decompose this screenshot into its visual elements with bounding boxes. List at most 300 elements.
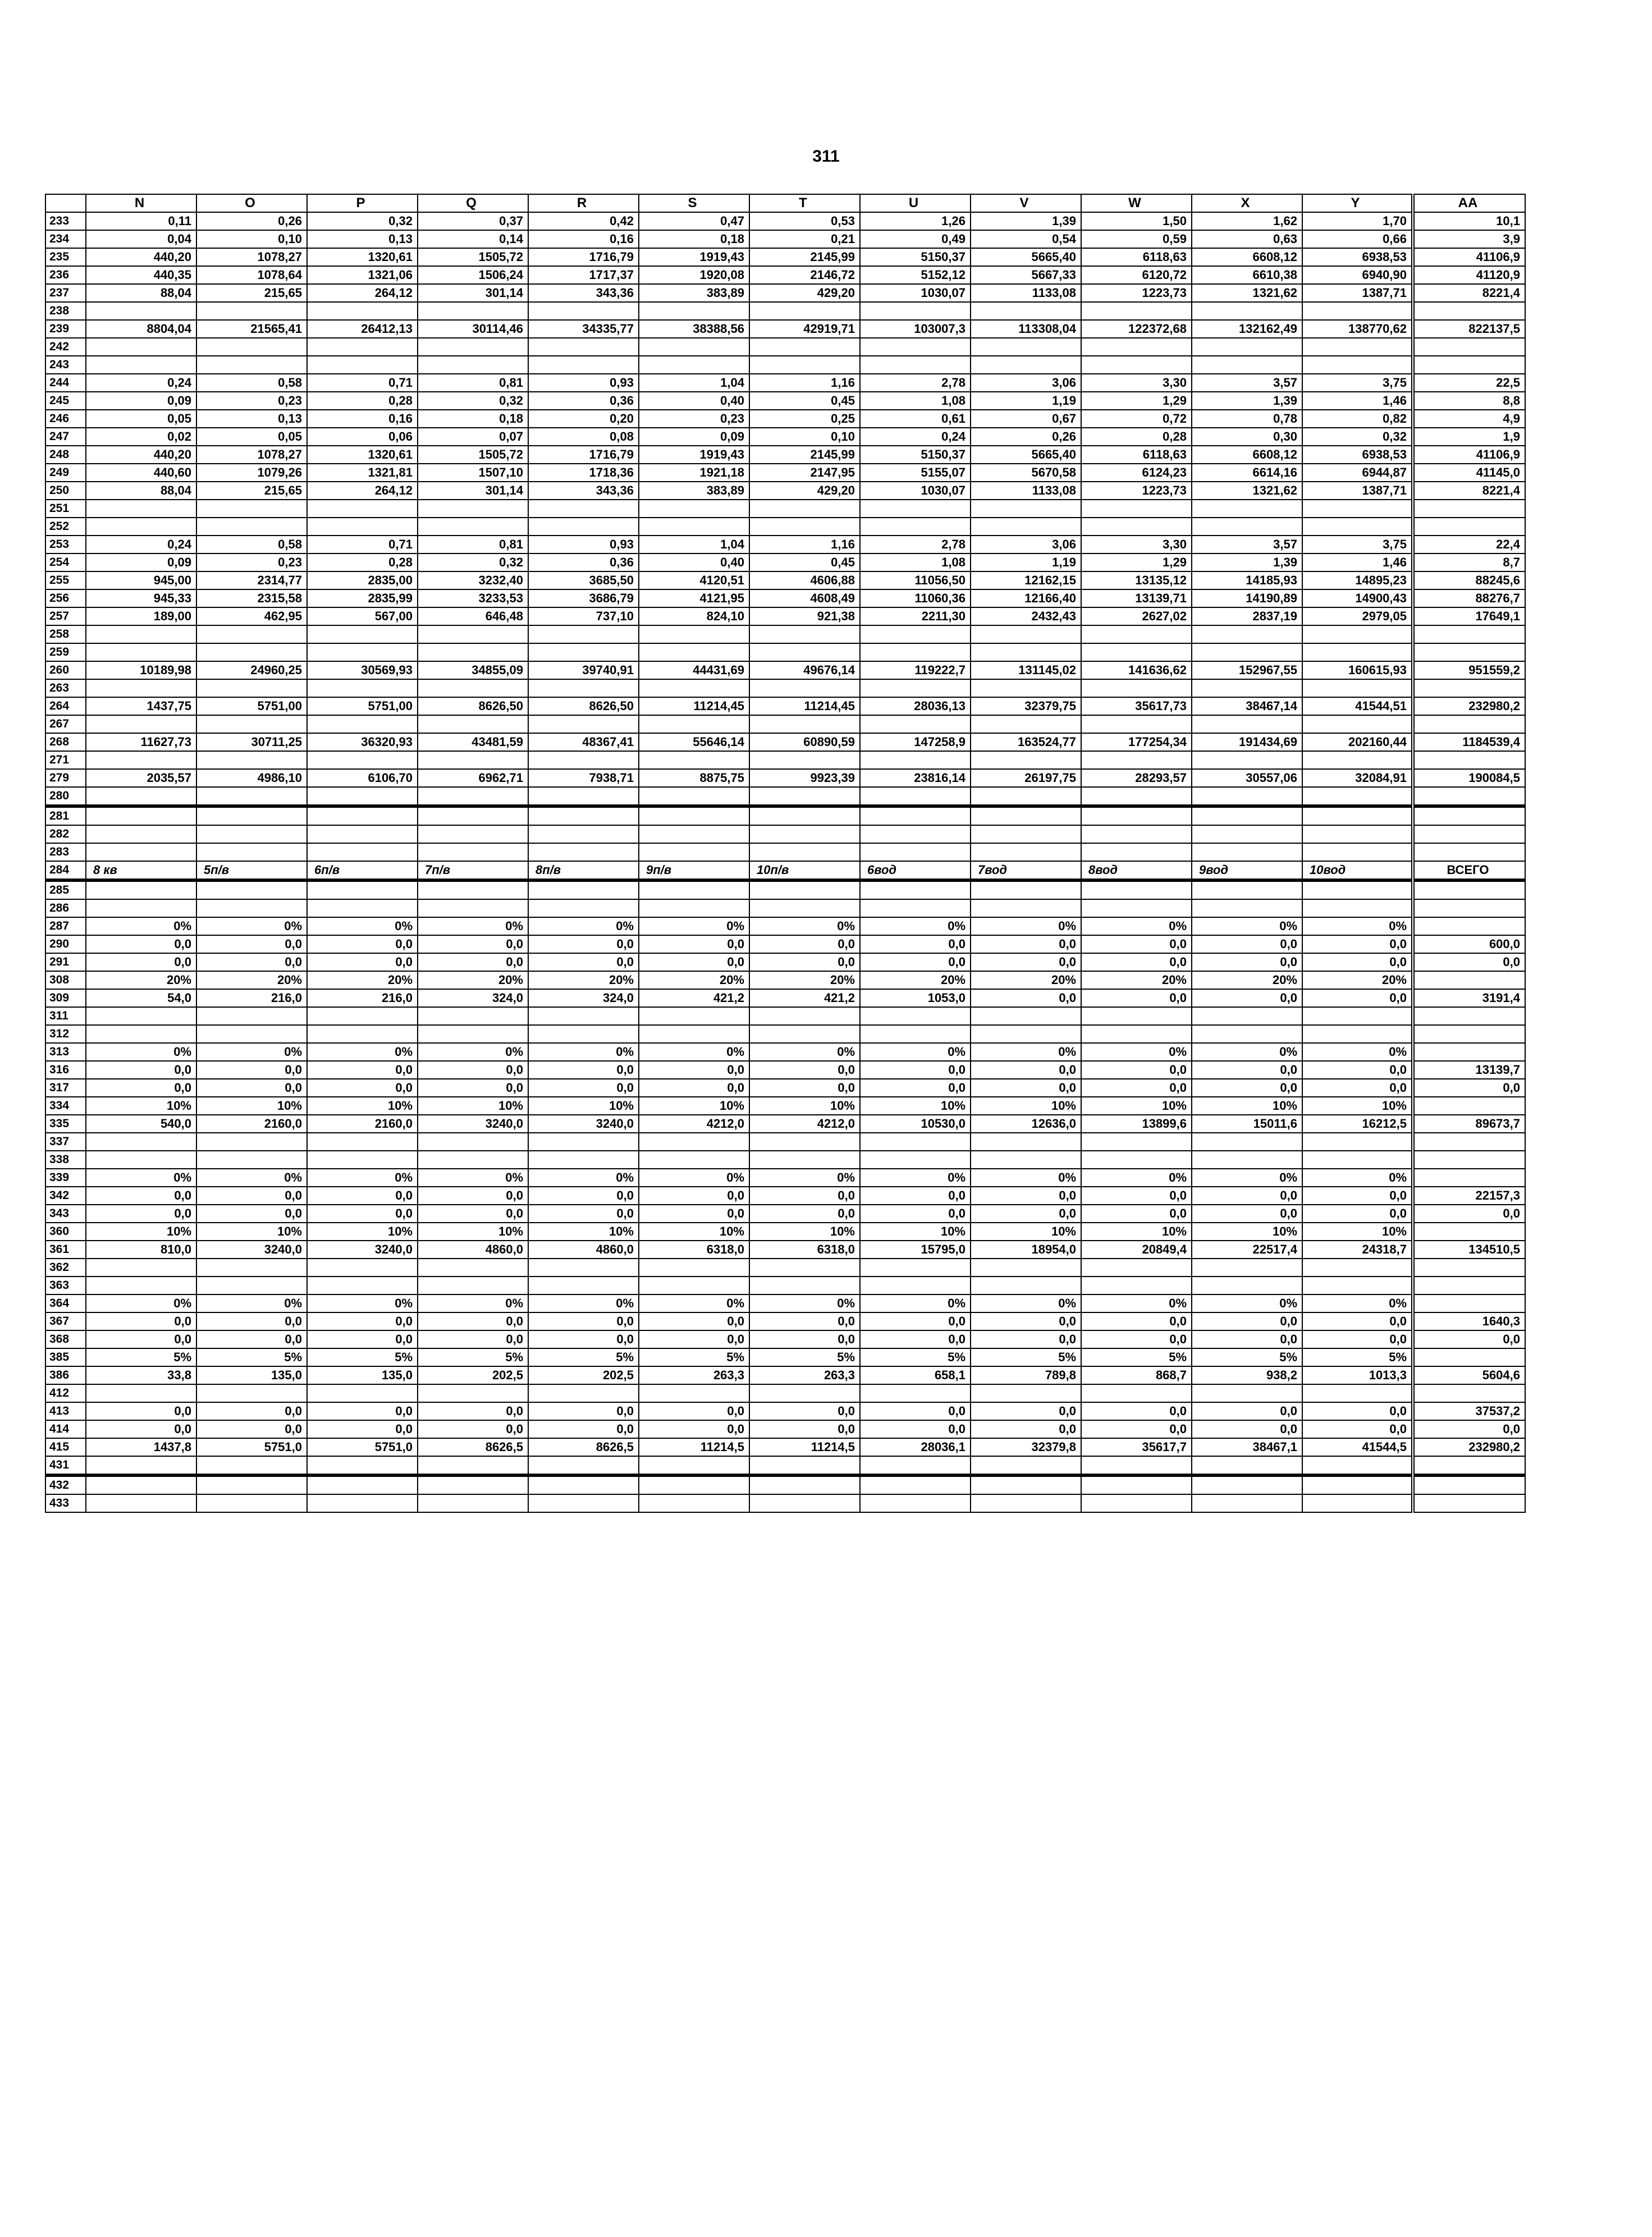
data-cell[interactable]: 440,20	[86, 248, 196, 266]
data-cell[interactable]: 1,08	[860, 553, 971, 571]
data-cell[interactable]: 16212,5	[1302, 1115, 1413, 1133]
data-cell[interactable]: 0,0	[1081, 1061, 1192, 1079]
data-cell[interactable]: 141636,62	[1081, 661, 1192, 679]
data-cell[interactable]: 216,0	[196, 989, 307, 1007]
data-cell[interactable]: 38388,56	[639, 320, 749, 338]
data-cell[interactable]: 10%	[639, 1097, 749, 1115]
data-cell[interactable]: 189,00	[86, 607, 196, 625]
data-cell[interactable]	[1302, 302, 1413, 320]
data-cell[interactable]: 0%	[1081, 917, 1192, 935]
data-cell[interactable]: 2314,77	[196, 571, 307, 589]
column-header[interactable]: V	[971, 194, 1081, 212]
data-cell[interactable]: 0,0	[1302, 989, 1413, 1007]
data-cell[interactable]	[86, 1025, 196, 1043]
data-cell[interactable]: 0,0	[1302, 1330, 1413, 1348]
data-cell[interactable]: 0,24	[860, 428, 971, 446]
data-cell[interactable]: 0,0	[1081, 1420, 1192, 1438]
data-cell[interactable]	[418, 356, 528, 374]
data-cell[interactable]	[196, 1007, 307, 1025]
data-cell[interactable]: 37537,2	[1413, 1402, 1525, 1420]
data-cell[interactable]	[1192, 643, 1302, 661]
data-cell[interactable]	[1413, 825, 1525, 843]
data-cell[interactable]: 5670,58	[971, 464, 1081, 482]
data-cell[interactable]: 1079,26	[196, 464, 307, 482]
data-cell[interactable]	[860, 1133, 971, 1151]
data-cell[interactable]	[639, 1475, 749, 1494]
data-cell[interactable]: 0,0	[307, 1187, 418, 1205]
data-cell[interactable]: 5%	[86, 1348, 196, 1366]
data-cell[interactable]: 0,45	[749, 392, 860, 410]
data-cell[interactable]	[1192, 899, 1302, 917]
data-cell[interactable]: 0,0	[196, 1312, 307, 1330]
data-cell[interactable]	[971, 625, 1081, 643]
data-cell[interactable]	[860, 1384, 971, 1402]
data-cell[interactable]: 1507,10	[418, 464, 528, 482]
data-cell[interactable]: 1,19	[971, 553, 1081, 571]
data-cell[interactable]	[639, 679, 749, 697]
data-cell[interactable]: 135,0	[307, 1366, 418, 1384]
data-cell[interactable]	[86, 1475, 196, 1494]
data-cell[interactable]: 0,0	[528, 1420, 639, 1438]
data-cell[interactable]: 0,0	[860, 953, 971, 971]
data-cell[interactable]: 0,0	[971, 1061, 1081, 1079]
data-cell[interactable]: 567,00	[307, 607, 418, 625]
data-cell[interactable]: 0,23	[196, 553, 307, 571]
data-cell[interactable]: 0,0	[971, 989, 1081, 1007]
data-cell[interactable]: 0,47	[639, 212, 749, 230]
data-cell[interactable]: 1133,08	[971, 284, 1081, 302]
data-cell[interactable]	[196, 1494, 307, 1512]
data-cell[interactable]: 5751,0	[196, 1438, 307, 1456]
data-cell[interactable]: 44431,69	[639, 661, 749, 679]
data-cell[interactable]: 1387,71	[1302, 284, 1413, 302]
data-cell[interactable]: 5155,07	[860, 464, 971, 482]
data-cell[interactable]: 1,04	[639, 374, 749, 392]
data-cell[interactable]	[418, 1475, 528, 1494]
data-cell[interactable]: 0,10	[749, 428, 860, 446]
row-number[interactable]: 257	[45, 607, 86, 625]
column-label-cell[interactable]: 8 кв	[86, 861, 196, 880]
data-cell[interactable]: 215,65	[196, 482, 307, 500]
data-cell[interactable]: 324,0	[418, 989, 528, 1007]
data-cell[interactable]	[749, 338, 860, 356]
data-cell[interactable]: 822137,5	[1413, 320, 1525, 338]
data-cell[interactable]: 0,0	[860, 935, 971, 953]
data-cell[interactable]	[1413, 880, 1525, 899]
data-cell[interactable]	[860, 880, 971, 899]
data-cell[interactable]: 0,0	[307, 1330, 418, 1348]
data-cell[interactable]	[1302, 679, 1413, 697]
data-cell[interactable]	[1192, 751, 1302, 769]
data-cell[interactable]: 4121,95	[639, 589, 749, 607]
data-cell[interactable]	[1413, 1223, 1525, 1241]
data-cell[interactable]	[1413, 518, 1525, 536]
row-number[interactable]: 362	[45, 1259, 86, 1277]
data-cell[interactable]: 0,14	[418, 230, 528, 248]
data-cell[interactable]	[639, 356, 749, 374]
data-cell[interactable]: 440,60	[86, 464, 196, 482]
data-cell[interactable]	[971, 1277, 1081, 1294]
data-cell[interactable]: 0,0	[418, 1061, 528, 1079]
data-cell[interactable]: 3,9	[1413, 230, 1525, 248]
data-cell[interactable]	[307, 679, 418, 697]
data-cell[interactable]: 0,0	[860, 1205, 971, 1223]
data-cell[interactable]	[639, 899, 749, 917]
data-cell[interactable]: 0,63	[1192, 230, 1302, 248]
data-cell[interactable]: 0,0	[1413, 1330, 1525, 1348]
data-cell[interactable]	[749, 1133, 860, 1151]
data-cell[interactable]: 1718,36	[528, 464, 639, 482]
column-header[interactable]: U	[860, 194, 971, 212]
data-cell[interactable]: 122372,68	[1081, 320, 1192, 338]
data-cell[interactable]	[418, 1133, 528, 1151]
data-cell[interactable]: 0,30	[1192, 428, 1302, 446]
data-cell[interactable]: 0,0	[196, 935, 307, 953]
data-cell[interactable]	[860, 1475, 971, 1494]
column-label-cell[interactable]: 8п/в	[528, 861, 639, 880]
data-cell[interactable]	[639, 825, 749, 843]
data-cell[interactable]	[1192, 1151, 1302, 1169]
data-cell[interactable]: 8626,5	[528, 1438, 639, 1456]
data-cell[interactable]: 0,37	[418, 212, 528, 230]
data-cell[interactable]: 4860,0	[528, 1241, 639, 1259]
data-cell[interactable]: 0,0	[860, 1330, 971, 1348]
data-cell[interactable]: 0,02	[86, 428, 196, 446]
data-cell[interactable]	[860, 1025, 971, 1043]
data-cell[interactable]: 0,0	[86, 1187, 196, 1205]
data-cell[interactable]	[1413, 679, 1525, 697]
data-cell[interactable]: 0%	[307, 1043, 418, 1061]
data-cell[interactable]: 191434,69	[1192, 733, 1302, 751]
data-cell[interactable]	[639, 1384, 749, 1402]
data-cell[interactable]: 0,0	[1192, 1187, 1302, 1205]
data-cell[interactable]	[196, 356, 307, 374]
data-cell[interactable]	[749, 302, 860, 320]
data-cell[interactable]: 0%	[1192, 1043, 1302, 1061]
data-cell[interactable]	[418, 880, 528, 899]
data-cell[interactable]: 2432,43	[971, 607, 1081, 625]
data-cell[interactable]: 0,32	[418, 392, 528, 410]
data-cell[interactable]	[971, 679, 1081, 697]
data-cell[interactable]	[1302, 1259, 1413, 1277]
data-cell[interactable]: 134510,5	[1413, 1241, 1525, 1259]
data-cell[interactable]: 1,08	[860, 392, 971, 410]
data-cell[interactable]: 2146,72	[749, 266, 860, 284]
data-cell[interactable]: 131145,02	[971, 661, 1081, 679]
data-cell[interactable]: 10%	[528, 1097, 639, 1115]
data-cell[interactable]	[196, 1259, 307, 1277]
data-cell[interactable]: 2835,00	[307, 571, 418, 589]
data-cell[interactable]: 54,0	[86, 989, 196, 1007]
data-cell[interactable]	[749, 1259, 860, 1277]
data-cell[interactable]	[1081, 302, 1192, 320]
row-number[interactable]: 254	[45, 553, 86, 571]
data-cell[interactable]	[639, 625, 749, 643]
data-cell[interactable]: 0,32	[307, 212, 418, 230]
data-cell[interactable]: 0,36	[528, 553, 639, 571]
data-cell[interactable]: 0%	[860, 1043, 971, 1061]
data-cell[interactable]	[86, 1456, 196, 1475]
data-cell[interactable]: 264,12	[307, 482, 418, 500]
data-cell[interactable]	[1302, 643, 1413, 661]
data-cell[interactable]: 421,2	[749, 989, 860, 1007]
row-number[interactable]: 260	[45, 661, 86, 679]
data-cell[interactable]	[1302, 1151, 1413, 1169]
data-cell[interactable]: 0,42	[528, 212, 639, 230]
data-cell[interactable]: 5667,33	[971, 266, 1081, 284]
row-number[interactable]: 317	[45, 1079, 86, 1097]
data-cell[interactable]: 646,48	[418, 607, 528, 625]
data-cell[interactable]	[1413, 1294, 1525, 1312]
column-label-cell[interactable]: 10п/в	[749, 861, 860, 880]
data-cell[interactable]: 1078,27	[196, 446, 307, 464]
data-cell[interactable]: 177254,34	[1081, 733, 1192, 751]
data-cell[interactable]: 0,28	[1081, 428, 1192, 446]
data-cell[interactable]	[196, 1025, 307, 1043]
data-cell[interactable]	[1413, 625, 1525, 643]
data-cell[interactable]: 0,0	[639, 1402, 749, 1420]
data-cell[interactable]	[1413, 1097, 1525, 1115]
data-cell[interactable]	[307, 715, 418, 733]
data-cell[interactable]: 440,20	[86, 446, 196, 464]
data-cell[interactable]: 0,0	[86, 1205, 196, 1223]
data-cell[interactable]: 0,21	[749, 230, 860, 248]
data-cell[interactable]: 20%	[1302, 971, 1413, 989]
data-cell[interactable]: 0%	[196, 1043, 307, 1061]
data-cell[interactable]	[528, 843, 639, 861]
data-cell[interactable]	[860, 338, 971, 356]
data-cell[interactable]	[1302, 356, 1413, 374]
column-header[interactable]: Y	[1302, 194, 1413, 212]
data-cell[interactable]: 30711,25	[196, 733, 307, 751]
data-cell[interactable]	[528, 1475, 639, 1494]
data-cell[interactable]: 216,0	[307, 989, 418, 1007]
data-cell[interactable]	[307, 1475, 418, 1494]
data-cell[interactable]: 3240,0	[307, 1241, 418, 1259]
data-cell[interactable]	[528, 1259, 639, 1277]
data-cell[interactable]: 10%	[1192, 1223, 1302, 1241]
data-cell[interactable]: 0,05	[196, 428, 307, 446]
data-cell[interactable]	[639, 1259, 749, 1277]
data-cell[interactable]: 1321,06	[307, 266, 418, 284]
data-cell[interactable]: 48367,41	[528, 733, 639, 751]
data-cell[interactable]	[639, 1277, 749, 1294]
data-cell[interactable]: 41106,9	[1413, 446, 1525, 464]
data-cell[interactable]: 18954,0	[971, 1241, 1081, 1259]
data-cell[interactable]	[1081, 843, 1192, 861]
data-cell[interactable]	[1413, 1133, 1525, 1151]
data-cell[interactable]	[307, 806, 418, 825]
data-cell[interactable]	[639, 1494, 749, 1512]
data-cell[interactable]: 0,0	[749, 1079, 860, 1097]
data-cell[interactable]	[196, 1456, 307, 1475]
data-cell[interactable]	[528, 751, 639, 769]
data-cell[interactable]	[1413, 971, 1525, 989]
data-cell[interactable]	[1302, 880, 1413, 899]
data-cell[interactable]: 5%	[860, 1348, 971, 1366]
data-cell[interactable]: 135,0	[196, 1366, 307, 1384]
data-cell[interactable]: 4986,10	[196, 769, 307, 787]
data-cell[interactable]: 5%	[307, 1348, 418, 1366]
data-cell[interactable]	[749, 899, 860, 917]
data-cell[interactable]: 4120,51	[639, 571, 749, 589]
row-number[interactable]: 339	[45, 1169, 86, 1187]
data-cell[interactable]: 6118,63	[1081, 446, 1192, 464]
row-number[interactable]: 334	[45, 1097, 86, 1115]
data-cell[interactable]: 0,0	[528, 953, 639, 971]
data-cell[interactable]	[307, 643, 418, 661]
data-cell[interactable]	[418, 843, 528, 861]
data-cell[interactable]: 0,0	[1302, 1312, 1413, 1330]
data-cell[interactable]	[639, 302, 749, 320]
data-cell[interactable]	[749, 880, 860, 899]
data-cell[interactable]: 20%	[86, 971, 196, 989]
data-cell[interactable]	[749, 1456, 860, 1475]
data-cell[interactable]	[1192, 338, 1302, 356]
row-number[interactable]: 291	[45, 953, 86, 971]
row-number[interactable]: 263	[45, 679, 86, 697]
data-cell[interactable]: 0,0	[749, 1187, 860, 1205]
data-cell[interactable]: 1505,72	[418, 446, 528, 464]
data-cell[interactable]: 88276,7	[1413, 589, 1525, 607]
data-cell[interactable]: 0,0	[307, 1061, 418, 1079]
data-cell[interactable]: 2,78	[860, 374, 971, 392]
row-number[interactable]: 264	[45, 697, 86, 715]
data-cell[interactable]: 0%	[307, 917, 418, 935]
data-cell[interactable]	[1192, 302, 1302, 320]
data-cell[interactable]: 0,0	[1081, 1079, 1192, 1097]
column-header[interactable]: W	[1081, 194, 1192, 212]
data-cell[interactable]: 0,06	[307, 428, 418, 446]
data-cell[interactable]: 0,0	[1192, 1420, 1302, 1438]
data-cell[interactable]: 10%	[418, 1223, 528, 1241]
data-cell[interactable]: 1,46	[1302, 392, 1413, 410]
row-number[interactable]: 258	[45, 625, 86, 643]
data-cell[interactable]	[418, 899, 528, 917]
data-cell[interactable]	[307, 1494, 418, 1512]
row-number[interactable]: 338	[45, 1151, 86, 1169]
data-cell[interactable]: 0%	[418, 1294, 528, 1312]
column-header[interactable]: X	[1192, 194, 1302, 212]
data-cell[interactable]: 1920,08	[639, 266, 749, 284]
data-cell[interactable]: 1,39	[971, 212, 1081, 230]
data-cell[interactable]: 5150,37	[860, 248, 971, 266]
row-number[interactable]: 284	[45, 861, 86, 880]
data-cell[interactable]: 2837,19	[1192, 607, 1302, 625]
data-cell[interactable]: 0,28	[307, 553, 418, 571]
data-cell[interactable]	[1081, 1025, 1192, 1043]
data-cell[interactable]	[528, 625, 639, 643]
data-cell[interactable]: 0,67	[971, 410, 1081, 428]
data-cell[interactable]	[528, 518, 639, 536]
data-cell[interactable]: 0,0	[528, 1187, 639, 1205]
data-cell[interactable]: 6608,12	[1192, 248, 1302, 266]
data-cell[interactable]	[971, 1133, 1081, 1151]
data-cell[interactable]: 1184539,4	[1413, 733, 1525, 751]
data-cell[interactable]: 32379,75	[971, 697, 1081, 715]
data-cell[interactable]	[1081, 643, 1192, 661]
data-cell[interactable]: 28293,57	[1081, 769, 1192, 787]
data-cell[interactable]: 11056,50	[860, 571, 971, 589]
row-number[interactable]: 286	[45, 899, 86, 917]
row-number[interactable]: 287	[45, 917, 86, 935]
data-cell[interactable]	[1081, 356, 1192, 374]
data-cell[interactable]: 0%	[196, 917, 307, 935]
data-cell[interactable]: 0,07	[418, 428, 528, 446]
data-cell[interactable]: 41544,51	[1302, 697, 1413, 715]
data-cell[interactable]: 3,06	[971, 374, 1081, 392]
data-cell[interactable]	[307, 1259, 418, 1277]
data-cell[interactable]: 0,04	[86, 230, 196, 248]
data-cell[interactable]: 0,0	[307, 1312, 418, 1330]
data-cell[interactable]: 0,0	[418, 935, 528, 953]
data-cell[interactable]: 3240,0	[418, 1115, 528, 1133]
data-cell[interactable]: 0,0	[749, 1420, 860, 1438]
data-cell[interactable]: 14185,93	[1192, 571, 1302, 589]
data-cell[interactable]	[639, 787, 749, 806]
data-cell[interactable]: 0,32	[1302, 428, 1413, 446]
data-cell[interactable]	[418, 1384, 528, 1402]
data-cell[interactable]: 0,0	[196, 1205, 307, 1223]
data-cell[interactable]: 737,10	[528, 607, 639, 625]
data-cell[interactable]: 11627,73	[86, 733, 196, 751]
data-cell[interactable]	[86, 302, 196, 320]
row-number[interactable]: 236	[45, 266, 86, 284]
column-label-cell[interactable]: 9вод	[1192, 861, 1302, 880]
data-cell[interactable]: 30557,06	[1192, 769, 1302, 787]
data-cell[interactable]	[418, 806, 528, 825]
data-cell[interactable]	[86, 1277, 196, 1294]
data-cell[interactable]: 22517,4	[1192, 1241, 1302, 1259]
data-cell[interactable]: 11060,36	[860, 589, 971, 607]
data-cell[interactable]: 1,19	[971, 392, 1081, 410]
data-cell[interactable]: 34855,09	[418, 661, 528, 679]
row-number[interactable]: 234	[45, 230, 86, 248]
data-cell[interactable]: 0,71	[307, 374, 418, 392]
data-cell[interactable]: 12636,0	[971, 1115, 1081, 1133]
data-cell[interactable]: 301,14	[418, 482, 528, 500]
data-cell[interactable]: 113308,04	[971, 320, 1081, 338]
data-cell[interactable]: 2211,30	[860, 607, 971, 625]
row-number[interactable]: 414	[45, 1420, 86, 1438]
data-cell[interactable]: 0,20	[528, 410, 639, 428]
data-cell[interactable]: 938,2	[1192, 1366, 1302, 1384]
data-cell[interactable]	[639, 806, 749, 825]
row-number[interactable]: 285	[45, 880, 86, 899]
data-cell[interactable]: 0,0	[86, 1402, 196, 1420]
data-cell[interactable]: 0,0	[1413, 1079, 1525, 1097]
data-cell[interactable]: 0,16	[528, 230, 639, 248]
data-cell[interactable]	[971, 787, 1081, 806]
data-cell[interactable]	[528, 679, 639, 697]
data-cell[interactable]: 3686,79	[528, 589, 639, 607]
row-number[interactable]: 361	[45, 1241, 86, 1259]
data-cell[interactable]: 0,66	[1302, 230, 1413, 248]
data-cell[interactable]: 0,0	[86, 953, 196, 971]
column-label-cell[interactable]: 8вод	[1081, 861, 1192, 880]
data-cell[interactable]: 2835,99	[307, 589, 418, 607]
data-cell[interactable]	[749, 1475, 860, 1494]
data-cell[interactable]: 0,0	[196, 953, 307, 971]
data-cell[interactable]	[1081, 679, 1192, 697]
data-cell[interactable]	[196, 518, 307, 536]
data-cell[interactable]: 6106,70	[307, 769, 418, 787]
data-cell[interactable]: 9923,39	[749, 769, 860, 787]
data-cell[interactable]: 2979,05	[1302, 607, 1413, 625]
data-cell[interactable]: 0%	[971, 917, 1081, 935]
data-cell[interactable]: 0,0	[639, 1079, 749, 1097]
data-cell[interactable]: 0%	[1302, 917, 1413, 935]
